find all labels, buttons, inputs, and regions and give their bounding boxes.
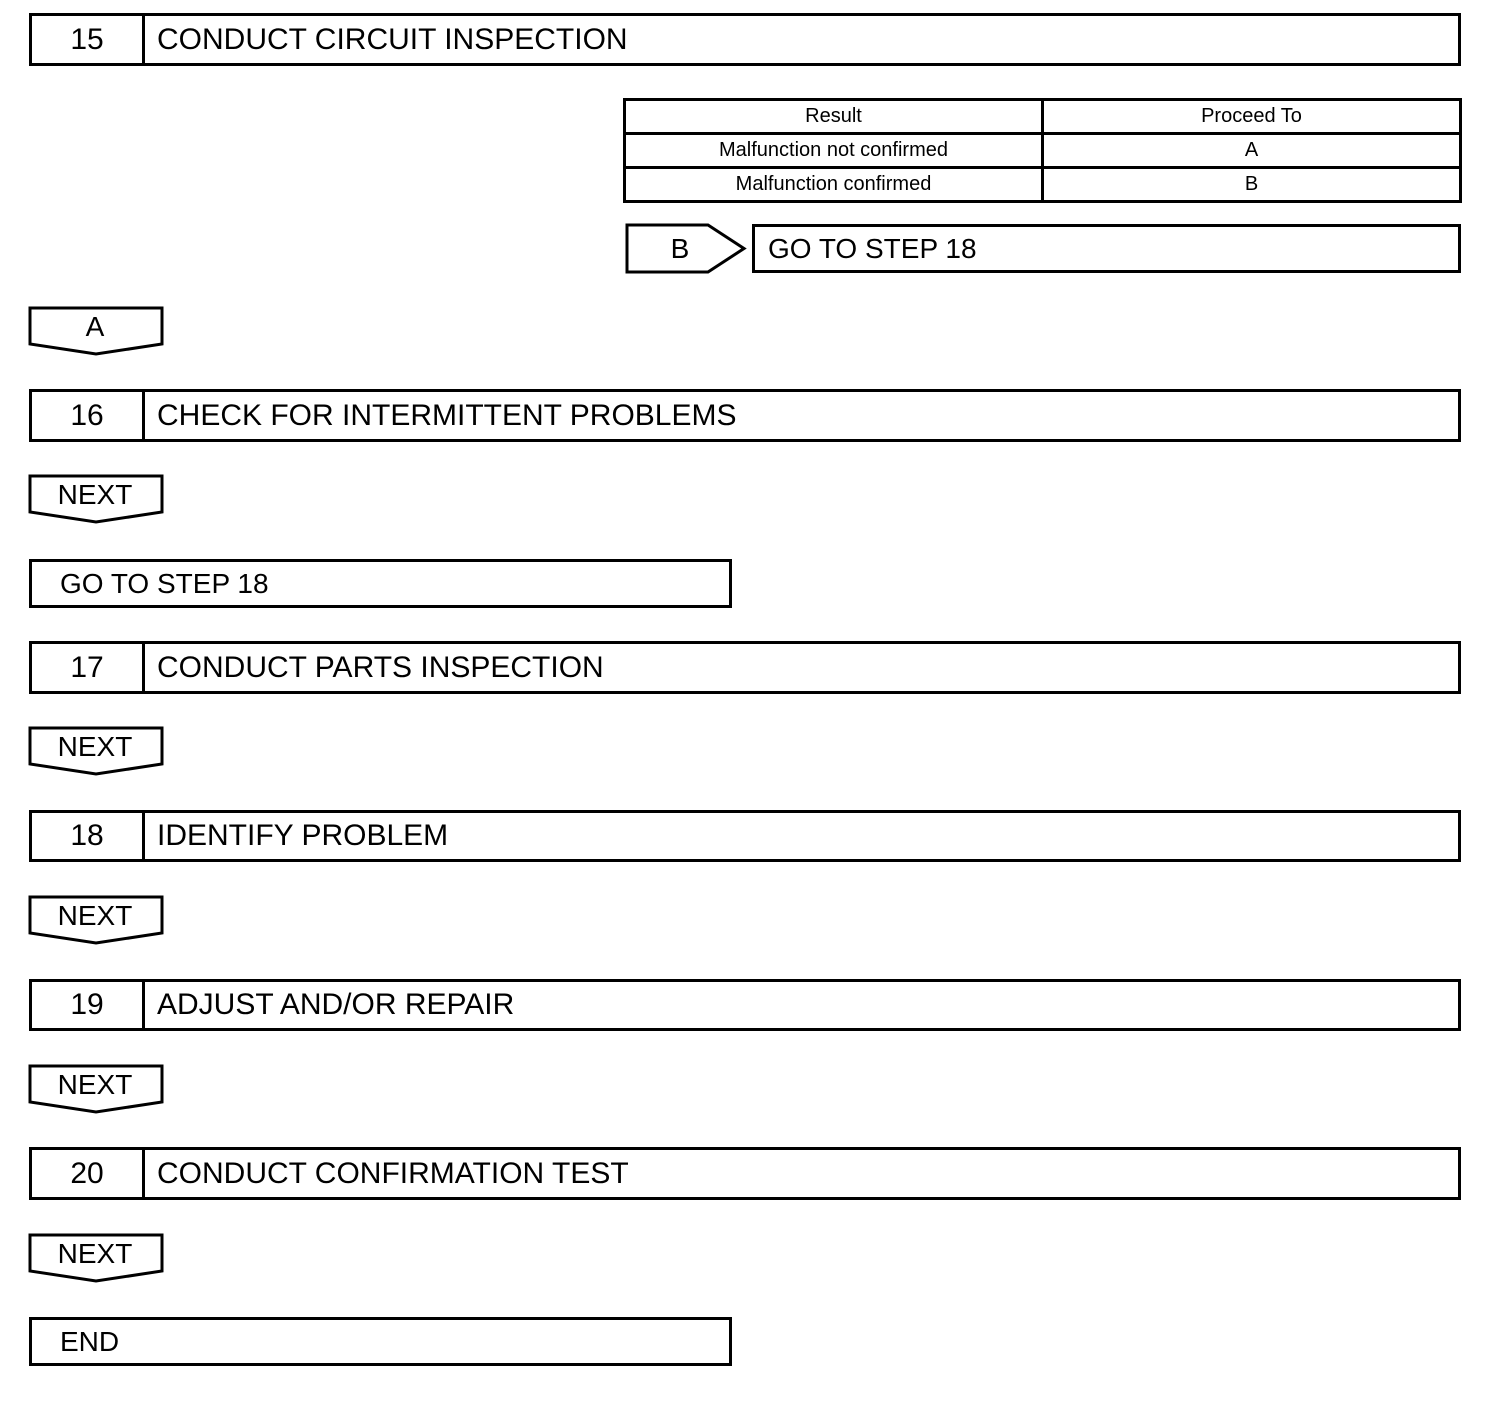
cell-proceed: A bbox=[1043, 134, 1461, 168]
step-17 bbox=[29, 641, 1461, 694]
next-tag bbox=[28, 895, 164, 945]
step-title: ADJUST AND/OR REPAIR bbox=[157, 988, 515, 1021]
header-result: Result bbox=[625, 100, 1043, 134]
cell-proceed: B bbox=[1043, 168, 1461, 202]
next-label: NEXT bbox=[57, 1069, 133, 1100]
next-tag bbox=[28, 474, 164, 524]
step-number: 16 bbox=[32, 392, 145, 439]
step-number: 15 bbox=[32, 16, 145, 63]
branch-a-label: A bbox=[85, 311, 105, 342]
next-tag bbox=[28, 1233, 164, 1283]
next-tag bbox=[28, 726, 164, 776]
next-label: NEXT bbox=[57, 731, 133, 762]
cell-result: Malfunction confirmed bbox=[625, 168, 1043, 202]
goto-step-18-box: GO TO STEP 18 bbox=[29, 559, 732, 608]
result-table bbox=[623, 98, 1462, 203]
next-tag bbox=[28, 1064, 164, 1114]
header-proceed-to: Proceed To bbox=[1043, 100, 1461, 134]
branch-b-label: B bbox=[670, 232, 690, 264]
next-label: NEXT bbox=[57, 479, 133, 510]
step-number: 17 bbox=[32, 644, 145, 691]
branch-a-tag bbox=[28, 306, 164, 356]
step-title: CONDUCT CONFIRMATION TEST bbox=[157, 1156, 629, 1190]
end-box: END bbox=[29, 1317, 732, 1366]
branch-b-tag bbox=[625, 223, 749, 274]
step-title: CONDUCT PARTS INSPECTION bbox=[157, 650, 604, 684]
step-title: CONDUCT CIRCUIT INSPECTION bbox=[157, 22, 628, 56]
step-number: 20 bbox=[32, 1150, 145, 1197]
step-number: 18 bbox=[32, 813, 145, 859]
step-title: IDENTIFY PROBLEM bbox=[157, 819, 449, 852]
step-title: CHECK FOR INTERMITTENT PROBLEMS bbox=[157, 398, 737, 432]
step-20 bbox=[29, 1147, 1461, 1200]
step-15 bbox=[29, 13, 1461, 66]
step-18 bbox=[29, 810, 1461, 862]
table-row bbox=[625, 168, 1461, 202]
cell-result: Malfunction not confirmed bbox=[625, 134, 1043, 168]
step-16 bbox=[29, 389, 1461, 442]
table-header-row bbox=[625, 100, 1461, 134]
table-row bbox=[625, 134, 1461, 168]
step-19 bbox=[29, 979, 1461, 1031]
next-label: NEXT bbox=[57, 900, 133, 931]
branch-b-goto: GO TO STEP 18 bbox=[752, 224, 1461, 273]
next-label: NEXT bbox=[57, 1238, 133, 1269]
step-number: 19 bbox=[32, 982, 145, 1028]
